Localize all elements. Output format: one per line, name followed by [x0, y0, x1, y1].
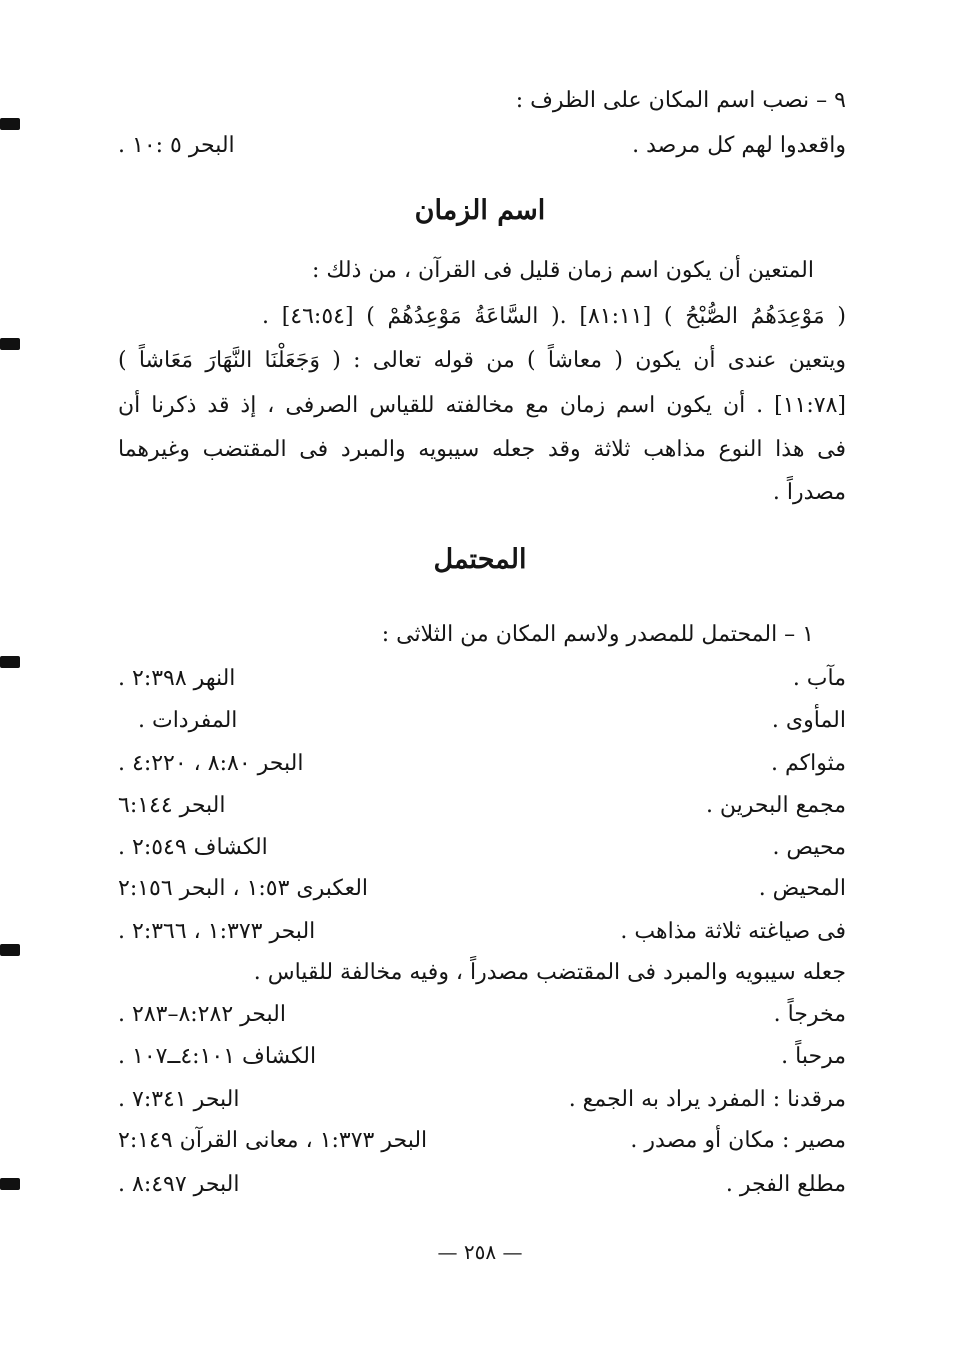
entry-word: مصير : مكان أو مصدر . — [630, 1128, 846, 1153]
binding-mark — [0, 338, 20, 350]
entry-word: مجمع البحرين . — [705, 793, 846, 818]
entry-word: محيص . — [772, 835, 846, 860]
heading-time-noun: اسم الزمان — [414, 195, 546, 226]
entry-reference: الكشاف ٢:٥٤٩ . — [118, 835, 268, 860]
binding-mark — [0, 944, 20, 956]
entry-row — [118, 833, 846, 863]
entry-row — [118, 1085, 846, 1115]
example-text: واقعدوا لهم كل مرصد . — [632, 133, 846, 158]
entry-row — [118, 1000, 846, 1030]
paragraph-line: مصدراً . — [772, 480, 846, 505]
entry-word: المأوى . — [771, 708, 846, 733]
section-9-heading: ٩ – نصب اسم المكان على الظرف : — [515, 88, 846, 113]
entry-reference: النهر ٢:٣٩٨ . — [118, 666, 236, 691]
entry-reference: العكبرى ١:٥٣ ، البحر ٢:١٥٦ — [118, 876, 369, 901]
entry-word: مخرجاً . — [773, 1002, 846, 1027]
entry-word: المحيض . — [758, 876, 846, 901]
example-row — [118, 131, 846, 161]
entry-row — [118, 917, 846, 947]
entry-word: مآب . — [792, 666, 846, 691]
entry-row — [118, 874, 846, 904]
entry-row — [118, 1042, 846, 1072]
section-1-heading: ١ – المحتمل للمصدر ولاسم المكان من الثلاثى : — [381, 622, 814, 647]
paragraph-line: [١١:٧٨] . أن يكون اسم زمان مع مخالفته للقياس الصرفى ، إذ قد ذكرنا أن — [118, 393, 846, 418]
entry-row — [118, 1170, 846, 1200]
paragraph-line: المتعين أن يكون اسم زمان قليل فى القرآن ، من ذلك : — [311, 258, 814, 283]
entry-reference: البحر ٨:٢٨٢–٢٨٣ . — [118, 1002, 286, 1027]
entry-reference: الكشاف ٤:١٠١ــ١٠٧ . — [118, 1044, 317, 1069]
entry-word: فى صياغته ثلاثة مذاهب . — [620, 919, 846, 944]
entry-reference: المفردات . — [138, 708, 238, 733]
paragraph-line: فى هذا النوع مذاهب ثلاثة وقد جعله سيبويه والمبرد فى المقتضب وغيرهما — [118, 437, 846, 462]
entry-reference: البحر ١:٣٧٣ ، ٢:٣٦٦ . — [118, 919, 316, 944]
page-number: — ٢٥٨ — — [437, 1240, 523, 1264]
binding-mark — [0, 118, 20, 130]
entry-row — [118, 664, 846, 694]
binding-mark — [0, 656, 20, 668]
entry-row — [118, 1126, 846, 1156]
entry-word: مطلع الفجر . — [725, 1172, 846, 1197]
heading-ambiguous: المحتمل — [433, 544, 527, 575]
example-reference: البحر ٥ :١٠ . — [118, 133, 235, 158]
entry-word: مرحباً . — [781, 1044, 846, 1069]
paragraph-line: ويتعين عندى أن يكون ( معاشاً ) من قوله تعالى : ( وَجَعَلْنَا النَّهَارَ مَعَاشاً ) — [118, 348, 846, 373]
entry-word: مثواكم . — [770, 751, 846, 776]
entry-reference: البحر ٦:١٤٤ — [118, 793, 226, 818]
continuation-line: جعله سيبويه والمبرد فى المقتضب مصدراً ، وفيه مخالفة للقياس . — [253, 960, 846, 985]
entry-row — [118, 706, 846, 736]
entry-reference: البحر ١:٣٧٣ ، معانى القرآن ٢:١٤٩ — [118, 1128, 428, 1153]
entry-row — [118, 791, 846, 821]
entry-reference: البحر ٨:٤٩٧ . — [118, 1172, 240, 1197]
binding-mark — [0, 1178, 20, 1190]
entry-word: مرقدنا : المفرد يراد به الجمع . — [568, 1087, 846, 1112]
entry-reference: البحر ٧:٣٤١ . — [118, 1087, 240, 1112]
entry-reference: البحر ٨:٨٠ ، ٤:٢٢٠ . — [118, 751, 304, 776]
entry-row — [118, 749, 846, 779]
paragraph-line: ( مَوْعِدَهُمُ الصُّبْحُ ) [٨١:١١] .( السَّاعَةُ مَوْعِدُهُمْ ) [٤٦:٥٤] . — [262, 304, 846, 329]
